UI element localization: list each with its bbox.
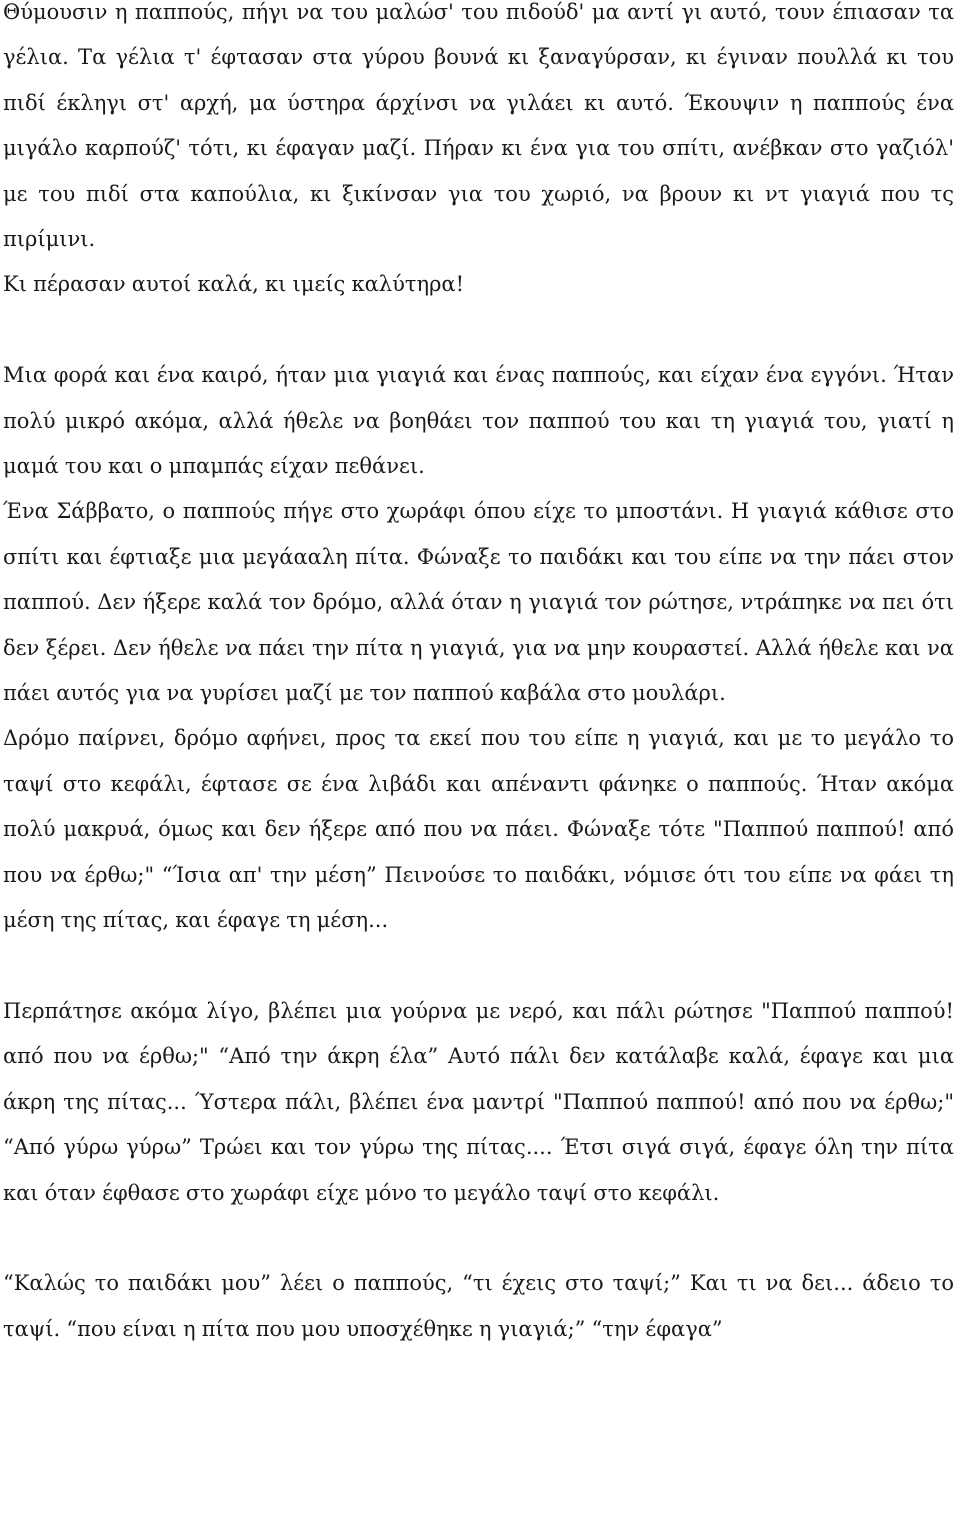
paragraph-saturday-pie: Ένα Σάββατο, ο παππούς πήγε στο χωράφι όπου είχε το μποστάνι. Η γιαγιά κάθισε στο σπίτι και έφτιαξε μια μεγάααλη πίτα. Φώναξε το παιδάκι και του είπε να την πάει στον παππού. Δεν ήξερε καλά τον δρόμο, αλλά όταν η γιαγιά τον ρώτησε, ντράπηκε να πει ότι δεν ξέρει. Δεν ήθελε να πάει την πίτα η γιαγιά, για να μην κουραστεί. Αλλά ήθελε και να πάει αυτός για να γυρίσει μαζί με τον παππού καβάλα στο μουλάρι. bbox=[3, 499, 954, 706]
paragraph-spacer bbox=[3, 308, 954, 353]
paragraph-spacer bbox=[3, 1216, 954, 1261]
paragraph-grandpa-story-ending: Θύμουσιν η παππούς, πήγι να του μαλώσ' του πιδούδ' μα αντί γι αυτό, τουν έπιασαν τα γέλια. Τα γέλια τ' έφτασαν στα γύρου βουνά κι ξαναγύρσαν, κι έγιναν πουλλά κι του πιδί έκληγι στ' αρχή, μα ύστηρα άρχίνσι να γιλάει κι αυτό. Έκουψιν η παππούς ένα μιγάλο καρπούζ' τότι, κι έφαγαν μαζί. Πήραν κι ένα για του σπίτι, ανέβκαν στο γαζιόλ' με του πιδί στα καπούλια, κι ξικίνσαν για του χωριό, να βρουν κι ντ γιαγιά που τς πιρίμινι. bbox=[3, 0, 954, 252]
paragraph-spacer bbox=[3, 944, 954, 989]
paragraph-empty-tray: “Καλώς το παιδάκι μου” λέει ο παππούς, “τι έχεις στο ταψί;” Και τι να δει... άδειο το ταψί. “που είναι η πίτα που μου υποσχέθηκε η γιαγιά;” “την έφαγα” bbox=[3, 1271, 954, 1341]
paragraph-story-intro: Μια φορά και ένα καιρό, ήταν μια γιαγιά και ένας παππούς, και είχαν ένα εγγόνι. Ήταν πολύ μικρό ακόμα, αλλά ήθελε να βοηθάει τον παππού του και τη γιαγιά του, γιατί η μαμά του και ο μπαμπάς είχαν πεθάνει. bbox=[3, 363, 954, 479]
paragraph-closing-line: Κι πέρασαν αυτοί καλά, κι ιμείς καλύτηρα! bbox=[3, 272, 465, 297]
paragraph-edge-around: Περπάτησε ακόμα λίγο, βλέπει μια γούρνα με νερό, και πάλι ρώτησε "Παππού παππού! από που να έρθω;" “Από την άκρη έλα” Αυτό πάλι δεν κατάλαβε καλά, έφαγε και μια άκρη της πίτας... Ύστερα πάλι, βλέπει ένα μαντρί "Παππού παππού! από που να έρθω;" “Από γύρω γύρω” Τρώει και τον γύρω της πίτας.... Έτσι σιγά σιγά, έφαγε όλη την πίτα και όταν έφθασε στο χωράφι είχε μόνο το μεγάλο ταψί στο κεφάλι. bbox=[3, 998, 954, 1205]
paragraph-road-middle: Δρόμο παίρνει, δρόμο αφήνει, προς τα εκεί που του είπε η γιαγιά, και με το μεγάλο το ταψί στο κεφάλι, έφτασε σε ένα λιβάδι και απέναντι φάνηκε ο παππούς. Ήταν ακόμα πολύ μακρυά, όμως και δεν ήξερε από που να πάει. Φώναξε τότε "Παππού παππού! από που να έρθω;" “Ίσια απ' την μέση” Πεινούσε το παιδάκι, νόμισε ότι του είπε να φάει τη μέση της πίτας, και έφαγε τη μέση... bbox=[3, 726, 954, 933]
